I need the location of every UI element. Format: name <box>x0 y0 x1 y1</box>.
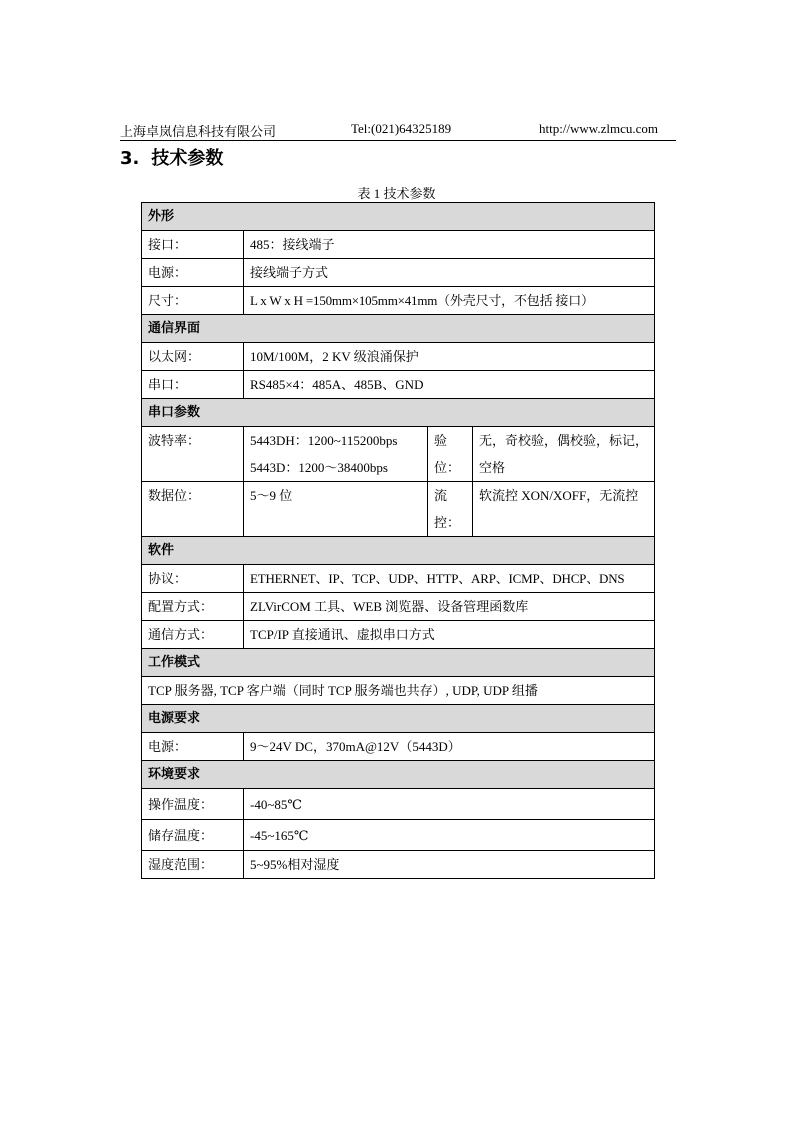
row-value: 485：接线端子 <box>244 231 655 259</box>
table-caption: 表 1 技术参数 <box>357 186 436 201</box>
row-value <box>244 427 428 482</box>
table-row <box>142 677 655 705</box>
flow-label-1: 流 <box>434 488 448 503</box>
table-row <box>142 287 655 315</box>
section-row-power-req <box>142 705 655 733</box>
section-title-text: 技术参数 <box>151 148 224 169</box>
section-row-work-mode <box>142 649 655 677</box>
header-url: http://www.zlmcu.com <box>538 121 658 136</box>
table-row <box>142 820 655 851</box>
section-heading: 环境要求 <box>142 761 655 789</box>
section-row-comm-interface <box>142 315 655 343</box>
parity-label-2: 位： <box>434 460 461 475</box>
parity-value <box>473 427 655 482</box>
row-value: -45~165℃ <box>244 820 655 851</box>
row-label: 配置方式： <box>142 593 244 621</box>
row-value: ZLVirCOM 工具、WEB 浏览器、设备管理函数库 <box>244 593 655 621</box>
table-row <box>142 427 655 482</box>
row-value: 10M/100M，2 KV 级浪涌保护 <box>244 343 655 371</box>
row-label: 接口： <box>142 231 244 259</box>
row-label: 波特率： <box>142 427 244 482</box>
table-row <box>142 565 655 593</box>
section-row-software <box>142 537 655 565</box>
row-label: 串口： <box>142 371 244 399</box>
parity-line-2: 空格 <box>479 460 506 475</box>
row-label: 电源： <box>142 733 244 761</box>
section-row-appearance <box>142 203 655 231</box>
section-number: 3. <box>120 148 140 169</box>
row-label: 电源： <box>142 259 244 287</box>
parity-label-1: 验 <box>434 433 448 448</box>
table-row <box>142 343 655 371</box>
section-heading: 串口参数 <box>142 399 655 427</box>
row-label: 数据位： <box>142 482 244 537</box>
flow-label <box>428 482 473 537</box>
row-value: 5～9 位 <box>244 482 428 537</box>
row-value: TCP 服务器, TCP 客户端（同时 TCP 服务端也共存）, UDP, UDP 组播 <box>142 677 655 705</box>
section-row-serial-params <box>142 399 655 427</box>
flow-value: 软流控 XON/XOFF，无流控 <box>473 482 655 537</box>
baud-line-2: 5443D：1200～38400bps <box>250 460 388 475</box>
table-row <box>142 231 655 259</box>
parity-label <box>428 427 473 482</box>
flow-label-2: 控： <box>434 515 461 530</box>
parity-line-1: 无，奇校验，偶校验，标记， <box>479 433 649 448</box>
row-label: 通信方式： <box>142 621 244 649</box>
header-company: 上海卓岚信息科技有限公司 <box>120 124 277 139</box>
table-row <box>142 371 655 399</box>
section-heading: 外形 <box>142 203 655 231</box>
row-label: 以太网： <box>142 343 244 371</box>
row-value: ETHERNET、IP、TCP、UDP、HTTP、ARP、ICMP、DHCP、DNS <box>244 565 655 593</box>
row-value: L x W x H =150mm×105mm×41mm（外壳尺寸，不包括 接口） <box>244 287 655 315</box>
row-label: 协议： <box>142 565 244 593</box>
table-row <box>142 482 655 537</box>
row-label: 操作温度： <box>142 789 244 820</box>
row-value: 9～24V DC，370mA@12V（5443D） <box>244 733 655 761</box>
row-value: TCP/IP 直接通讯、虚拟串口方式 <box>244 621 655 649</box>
page-header <box>120 120 676 141</box>
table-row <box>142 593 655 621</box>
row-value: -40~85℃ <box>244 789 655 820</box>
header-tel: Tel:(021)64325189 <box>351 121 452 136</box>
spec-table <box>141 202 655 879</box>
row-label: 湿度范围： <box>142 851 244 879</box>
section-heading: 软件 <box>142 537 655 565</box>
row-label: 尺寸： <box>142 287 244 315</box>
row-value: 接线端子方式 <box>244 259 655 287</box>
table-row <box>142 259 655 287</box>
table-row <box>142 851 655 879</box>
section-title <box>120 144 223 170</box>
section-heading: 通信界面 <box>142 315 655 343</box>
section-heading: 工作模式 <box>142 649 655 677</box>
table-row <box>142 733 655 761</box>
section-row-environment <box>142 761 655 789</box>
row-value: RS485×4：485A、485B、GND <box>244 371 655 399</box>
row-value: 5~95%相对湿度 <box>244 851 655 879</box>
row-label: 储存温度： <box>142 820 244 851</box>
section-heading: 电源要求 <box>142 705 655 733</box>
table-row <box>142 789 655 820</box>
table-row <box>142 621 655 649</box>
baud-line-1: 5443DH：1200~115200bps <box>250 433 398 448</box>
